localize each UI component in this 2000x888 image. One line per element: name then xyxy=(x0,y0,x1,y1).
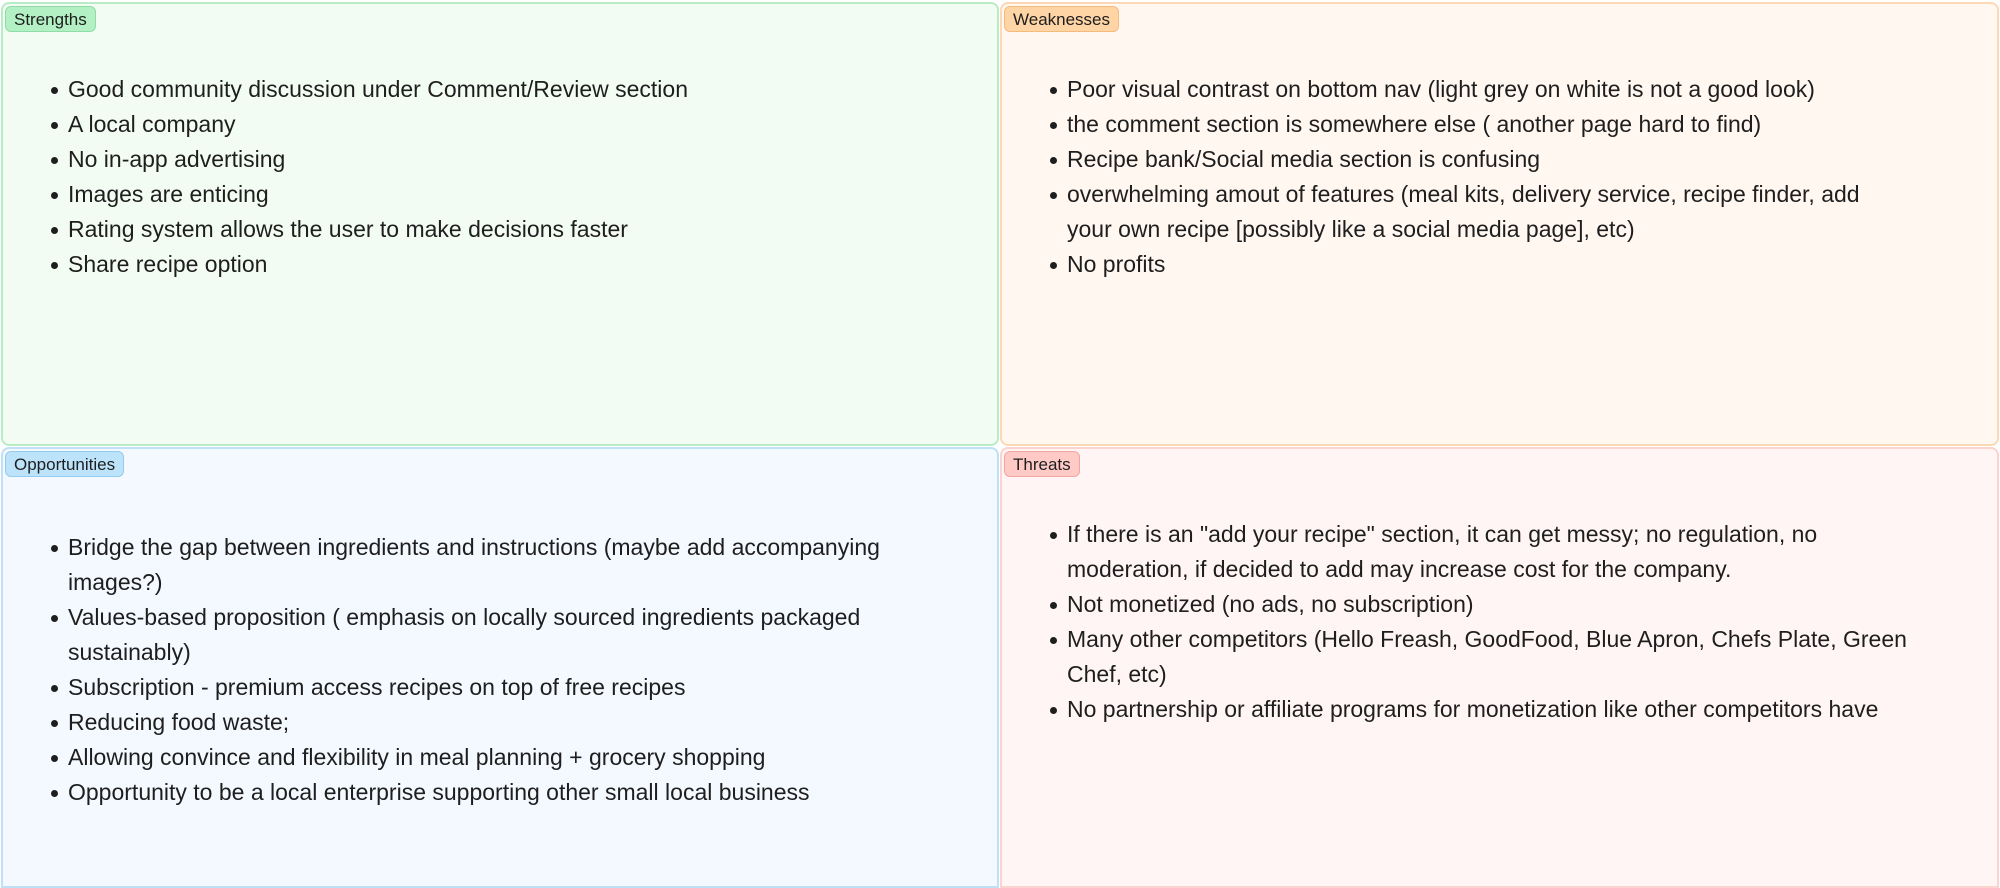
list-item: Not monetized (no ads, no subscription) xyxy=(1067,587,1937,622)
opportunities-list xyxy=(3,530,957,810)
opportunities-quadrant xyxy=(1,447,999,888)
list-item: the comment section is somewhere else ( another page hard to find) xyxy=(1067,107,1877,142)
list-item: Poor visual contrast on bottom nav (light grey on white is not a good look) xyxy=(1067,72,1877,107)
list-item: overwhelming amout of features (meal kits, delivery service, recipe finder, add your own recipe [possibly like a social media page], etc) xyxy=(1067,177,1877,247)
list-item: Opportunity to be a local enterprise supporting other small local business xyxy=(68,775,957,810)
weaknesses-list xyxy=(1002,72,1877,282)
threats-list xyxy=(1002,517,1937,727)
list-item: No profits xyxy=(1067,247,1877,282)
weaknesses-quadrant xyxy=(1000,2,1999,446)
list-item: A local company xyxy=(68,107,977,142)
list-item: Bridge the gap between ingredients and instructions (maybe add accompanying images?) xyxy=(68,530,957,600)
list-item: Images are enticing xyxy=(68,177,977,212)
strengths-list xyxy=(3,72,977,282)
strengths-label: Strengths xyxy=(5,6,96,32)
list-item: Rating system allows the user to make decisions faster xyxy=(68,212,977,247)
threats-quadrant xyxy=(1000,447,1999,888)
list-item: No in-app advertising xyxy=(68,142,977,177)
weaknesses-label: Weaknesses xyxy=(1004,6,1119,32)
list-item: Many other competitors (Hello Freash, GoodFood, Blue Apron, Chefs Plate, Green Chef, etc) xyxy=(1067,622,1937,692)
list-item: Subscription - premium access recipes on top of free recipes xyxy=(68,670,957,705)
list-item: Recipe bank/Social media section is confusing xyxy=(1067,142,1877,177)
strengths-quadrant xyxy=(1,2,999,446)
list-item: No partnership or affiliate programs for monetization like other competitors have xyxy=(1067,692,1937,727)
list-item: Good community discussion under Comment/Review section xyxy=(68,72,977,107)
list-item: Allowing convince and flexibility in meal planning + grocery shopping xyxy=(68,740,957,775)
opportunities-label: Opportunities xyxy=(5,451,124,477)
list-item: If there is an "add your recipe" section, it can get messy; no regulation, no moderation, if decided to add may increase cost for the company. xyxy=(1067,517,1937,587)
list-item: Reducing food waste; xyxy=(68,705,957,740)
list-item: Share recipe option xyxy=(68,247,977,282)
threats-label: Threats xyxy=(1004,451,1080,477)
list-item: Values-based proposition ( emphasis on locally sourced ingredients packaged sustainably) xyxy=(68,600,957,670)
